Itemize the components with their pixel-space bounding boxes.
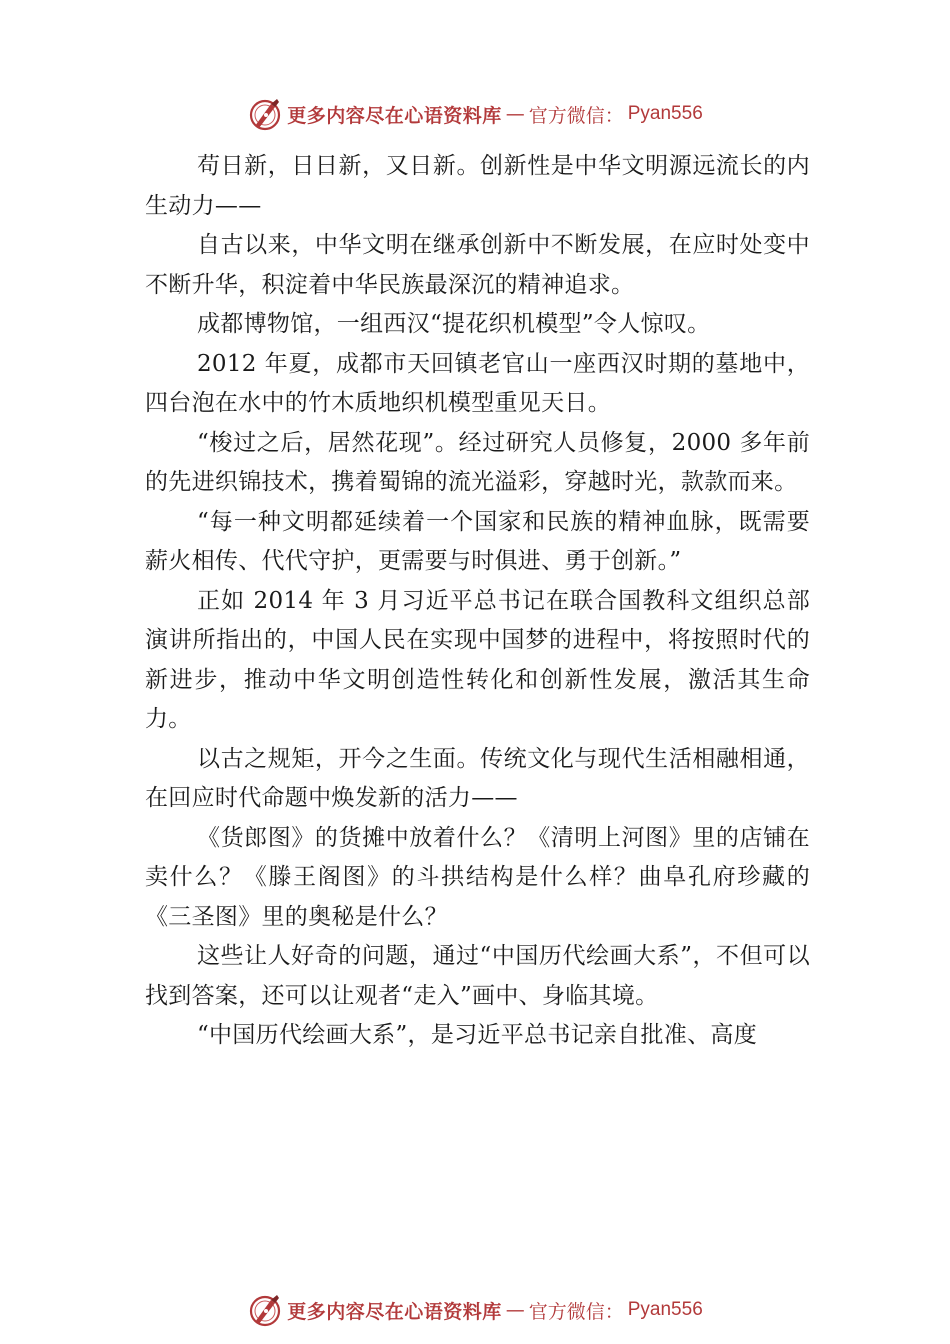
banner-slogan: 更多内容尽在心语资料库: [287, 1300, 502, 1323]
paragraph: 以古之规矩，开今之生面。传统文化与现代生活相融相通，在回应时代命题中焕发新的活力——: [145, 745, 810, 811]
header-banner-content: [247, 96, 703, 132]
paragraph: 2012 年夏，成都市天回镇老官山一座西汉时期的墓地中，四台泡在水中的竹木质地织机模型重见天日。: [145, 350, 810, 416]
paragraph: 成都博物馆，一组西汉“提花织机模型”令人惊叹。: [197, 311, 711, 337]
banner-wechat-label: 官方微信：: [528, 1300, 624, 1323]
paragraph: “中国历代绘画大系”，是习近平总书记亲自批准、高度: [197, 1022, 758, 1048]
banner-dash: —: [505, 1299, 525, 1321]
header-banner: [0, 92, 950, 136]
banner-dash: —: [505, 103, 525, 125]
paragraph: “梭过之后，居然花现”。经过研究人员修复，2000 多年前的先进织锦技术，携着蜀锦的流光溢彩，穿越时光，款款而来。: [145, 429, 810, 495]
paragraph: 正如 2014 年 3 月习近平总书记在联合国教科文组织总部演讲所指出的，中国人民在实现中国梦的进程中，将按照时代的新进步，推动中华文明创造性转化和创新性发展，激活其生命力。: [145, 587, 810, 732]
banner-wechat-id: Pyan556: [627, 1299, 703, 1320]
banner-wechat-label: 官方微信：: [528, 104, 624, 127]
footer-banner: [0, 1288, 950, 1332]
footer-banner-content: [247, 1292, 703, 1328]
banner-slogan: 更多内容尽在心语资料库: [287, 104, 502, 127]
pen-nib-seal-icon: [247, 96, 283, 132]
paragraph: 自古以来，中华文明在继承创新中不断发展，在应时处变中不断升华，积淀着中华民族最深沉的精神追求。: [145, 232, 810, 298]
paragraph: “每一种文明都延续着一个国家和民族的精神血脉，既需要薪火相传、代代守护，更需要与时俱进、勇于创新。”: [145, 508, 810, 574]
pen-nib-seal-icon: [247, 1292, 283, 1328]
paragraph: 苟日新，日日新，又日新。创新性是中华文明源远流长的内生动力——: [145, 153, 810, 219]
paragraph: 《货郎图》的货摊中放着什么？《清明上河图》里的店铺在卖什么？《滕王阁图》的斗拱结构是什么样？曲阜孔府珍藏的《三圣图》里的奥秘是什么？: [145, 824, 810, 930]
banner-wechat-id: Pyan556: [627, 103, 703, 124]
paragraph: 这些让人好奇的问题，通过“中国历代绘画大系”，不但可以找到答案，还可以让观者“走入”画中、身临其境。: [145, 943, 810, 1009]
document-body: [145, 147, 810, 1056]
